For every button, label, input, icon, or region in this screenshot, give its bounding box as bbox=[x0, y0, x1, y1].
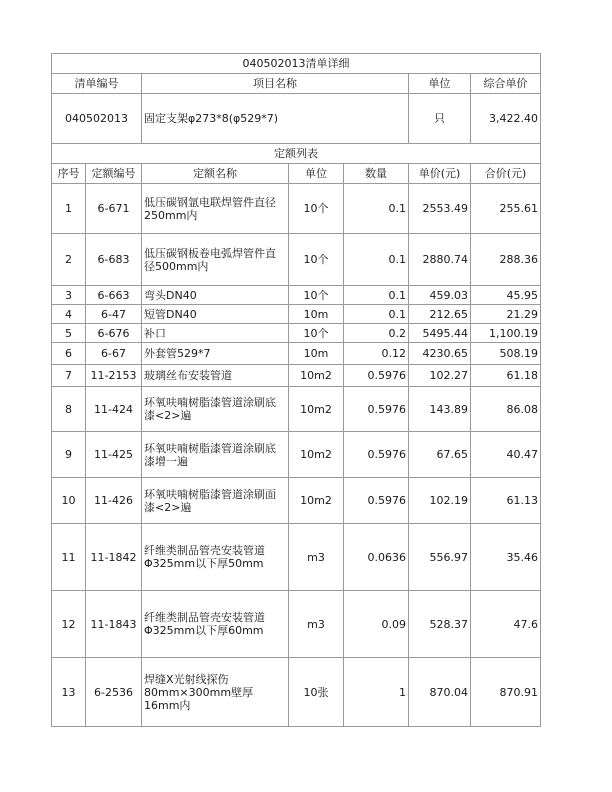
bill-detail-table bbox=[51, 53, 541, 727]
quota-code: 6-47 bbox=[86, 305, 142, 324]
quota-quantity: 0.5976 bbox=[344, 478, 409, 524]
quota-unit-price: 2553.49 bbox=[409, 184, 471, 234]
quota-name: 纤维类制品管壳安装管道Φ325mm以下厚60mm bbox=[142, 591, 289, 658]
quota-row bbox=[52, 343, 541, 365]
quota-unit: 10个 bbox=[289, 184, 344, 234]
bill-item-code: 040502013 bbox=[52, 94, 142, 144]
quota-total: 1,100.19 bbox=[471, 324, 541, 343]
quota-total: 61.18 bbox=[471, 365, 541, 387]
row-seq: 3 bbox=[52, 286, 86, 305]
quota-unit-column-header: 单位 bbox=[289, 164, 344, 184]
quota-unit: 10个 bbox=[289, 286, 344, 305]
quota-unit-price: 102.27 bbox=[409, 365, 471, 387]
seq-column-header: 序号 bbox=[52, 164, 86, 184]
row-seq: 2 bbox=[52, 234, 86, 286]
name-column-header: 项目名称 bbox=[142, 74, 409, 94]
quota-name: 玻璃丝布安装管道 bbox=[142, 365, 289, 387]
quota-unit-price: 143.89 bbox=[409, 387, 471, 432]
quota-code: 6-676 bbox=[86, 324, 142, 343]
quota-quantity: 0.12 bbox=[344, 343, 409, 365]
quota-name: 焊缝X光射线探伤80mm×300mm壁厚16mm内 bbox=[142, 658, 289, 727]
quota-unit: m3 bbox=[289, 524, 344, 591]
quota-code: 6-67 bbox=[86, 343, 142, 365]
quota-row bbox=[52, 305, 541, 324]
quota-unit-price: 102.19 bbox=[409, 478, 471, 524]
row-seq: 5 bbox=[52, 324, 86, 343]
quota-unit: 10m2 bbox=[289, 432, 344, 478]
sheet-title: 040502013清单详细 bbox=[52, 54, 541, 74]
quota-row bbox=[52, 591, 541, 658]
quota-quantity: 0.1 bbox=[344, 286, 409, 305]
quota-total: 86.08 bbox=[471, 387, 541, 432]
quota-name: 低压碳钢板卷电弧焊管件直径500mm内 bbox=[142, 234, 289, 286]
quantity-column-header: 数量 bbox=[344, 164, 409, 184]
row-seq: 9 bbox=[52, 432, 86, 478]
quota-code: 11-1842 bbox=[86, 524, 142, 591]
quota-row bbox=[52, 286, 541, 305]
quota-name-column-header: 定额名称 bbox=[142, 164, 289, 184]
bill-item-price: 3,422.40 bbox=[471, 94, 541, 144]
quota-row bbox=[52, 432, 541, 478]
quota-unit: 10m2 bbox=[289, 478, 344, 524]
quota-row bbox=[52, 184, 541, 234]
quota-name: 纤维类制品管壳安装管道Φ325mm以下厚50mm bbox=[142, 524, 289, 591]
quota-unit: 10张 bbox=[289, 658, 344, 727]
quota-code: 11-426 bbox=[86, 478, 142, 524]
quota-unit: m3 bbox=[289, 591, 344, 658]
quota-quantity: 0.2 bbox=[344, 324, 409, 343]
row-seq: 11 bbox=[52, 524, 86, 591]
row-seq: 10 bbox=[52, 478, 86, 524]
quota-unit-price: 870.04 bbox=[409, 658, 471, 727]
unit-price-column-header: 单价(元) bbox=[409, 164, 471, 184]
quota-row bbox=[52, 234, 541, 286]
quota-unit: 10个 bbox=[289, 234, 344, 286]
quota-row bbox=[52, 387, 541, 432]
quota-total: 508.19 bbox=[471, 343, 541, 365]
quota-unit: 10个 bbox=[289, 324, 344, 343]
quota-total: 288.36 bbox=[471, 234, 541, 286]
total-column-header: 合价(元) bbox=[471, 164, 541, 184]
row-seq: 4 bbox=[52, 305, 86, 324]
quota-code-column-header: 定额编号 bbox=[86, 164, 142, 184]
quota-total: 870.91 bbox=[471, 658, 541, 727]
quota-unit: 10m2 bbox=[289, 387, 344, 432]
bill-item-unit: 只 bbox=[409, 94, 471, 144]
quota-quantity: 0.09 bbox=[344, 591, 409, 658]
quota-unit-price: 459.03 bbox=[409, 286, 471, 305]
quota-row bbox=[52, 478, 541, 524]
quota-quantity: 0.1 bbox=[344, 184, 409, 234]
quota-unit-price: 212.65 bbox=[409, 305, 471, 324]
unit-column-header: 单位 bbox=[409, 74, 471, 94]
quota-quantity: 0.1 bbox=[344, 305, 409, 324]
bill-item-name: 固定支架φ273*8(φ529*7) bbox=[142, 94, 409, 144]
row-seq: 6 bbox=[52, 343, 86, 365]
quota-list-title: 定额列表 bbox=[52, 144, 541, 164]
quota-code: 11-1843 bbox=[86, 591, 142, 658]
code-column-header: 清单编号 bbox=[52, 74, 142, 94]
quota-unit-price: 67.65 bbox=[409, 432, 471, 478]
quota-unit-price: 4230.65 bbox=[409, 343, 471, 365]
quota-unit-price: 528.37 bbox=[409, 591, 471, 658]
quota-row bbox=[52, 524, 541, 591]
bill-detail-sheet bbox=[51, 53, 540, 727]
quota-code: 11-2153 bbox=[86, 365, 142, 387]
quota-unit-price: 2880.74 bbox=[409, 234, 471, 286]
quota-total: 45.95 bbox=[471, 286, 541, 305]
quota-row bbox=[52, 365, 541, 387]
quota-total: 47.6 bbox=[471, 591, 541, 658]
quota-unit: 10m2 bbox=[289, 365, 344, 387]
quota-quantity: 0.5976 bbox=[344, 432, 409, 478]
price-column-header: 综合单价 bbox=[471, 74, 541, 94]
quota-quantity: 0.5976 bbox=[344, 387, 409, 432]
quota-total: 21.29 bbox=[471, 305, 541, 324]
quota-row bbox=[52, 324, 541, 343]
quota-code: 11-424 bbox=[86, 387, 142, 432]
quota-unit: 10m bbox=[289, 343, 344, 365]
quota-unit-price: 5495.44 bbox=[409, 324, 471, 343]
quota-name: 弯头DN40 bbox=[142, 286, 289, 305]
row-seq: 8 bbox=[52, 387, 86, 432]
quota-code: 6-683 bbox=[86, 234, 142, 286]
quota-quantity: 0.0636 bbox=[344, 524, 409, 591]
quota-name: 环氧呋喃树脂漆管道涂刷面漆<2>遍 bbox=[142, 478, 289, 524]
row-seq: 13 bbox=[52, 658, 86, 727]
quota-total: 35.46 bbox=[471, 524, 541, 591]
row-seq: 7 bbox=[52, 365, 86, 387]
quota-name: 环氧呋喃树脂漆管道涂刷底漆增一遍 bbox=[142, 432, 289, 478]
quota-code: 11-425 bbox=[86, 432, 142, 478]
row-seq: 12 bbox=[52, 591, 86, 658]
bill-item-row bbox=[52, 94, 541, 144]
quota-quantity: 0.1 bbox=[344, 234, 409, 286]
quota-name: 外套管529*7 bbox=[142, 343, 289, 365]
quota-name: 环氧呋喃树脂漆管道涂刷底漆<2>遍 bbox=[142, 387, 289, 432]
quota-total: 61.13 bbox=[471, 478, 541, 524]
quota-code: 6-671 bbox=[86, 184, 142, 234]
quota-total: 255.61 bbox=[471, 184, 541, 234]
quota-total: 40.47 bbox=[471, 432, 541, 478]
quota-name: 短管DN40 bbox=[142, 305, 289, 324]
quota-name: 低压碳钢氩电联焊管件直径250mm内 bbox=[142, 184, 289, 234]
quota-unit-price: 556.97 bbox=[409, 524, 471, 591]
quota-name: 补口 bbox=[142, 324, 289, 343]
quota-row bbox=[52, 658, 541, 727]
row-seq: 1 bbox=[52, 184, 86, 234]
quota-quantity: 1 bbox=[344, 658, 409, 727]
quota-code: 6-2536 bbox=[86, 658, 142, 727]
quota-code: 6-663 bbox=[86, 286, 142, 305]
quota-quantity: 0.5976 bbox=[344, 365, 409, 387]
quota-unit: 10m bbox=[289, 305, 344, 324]
